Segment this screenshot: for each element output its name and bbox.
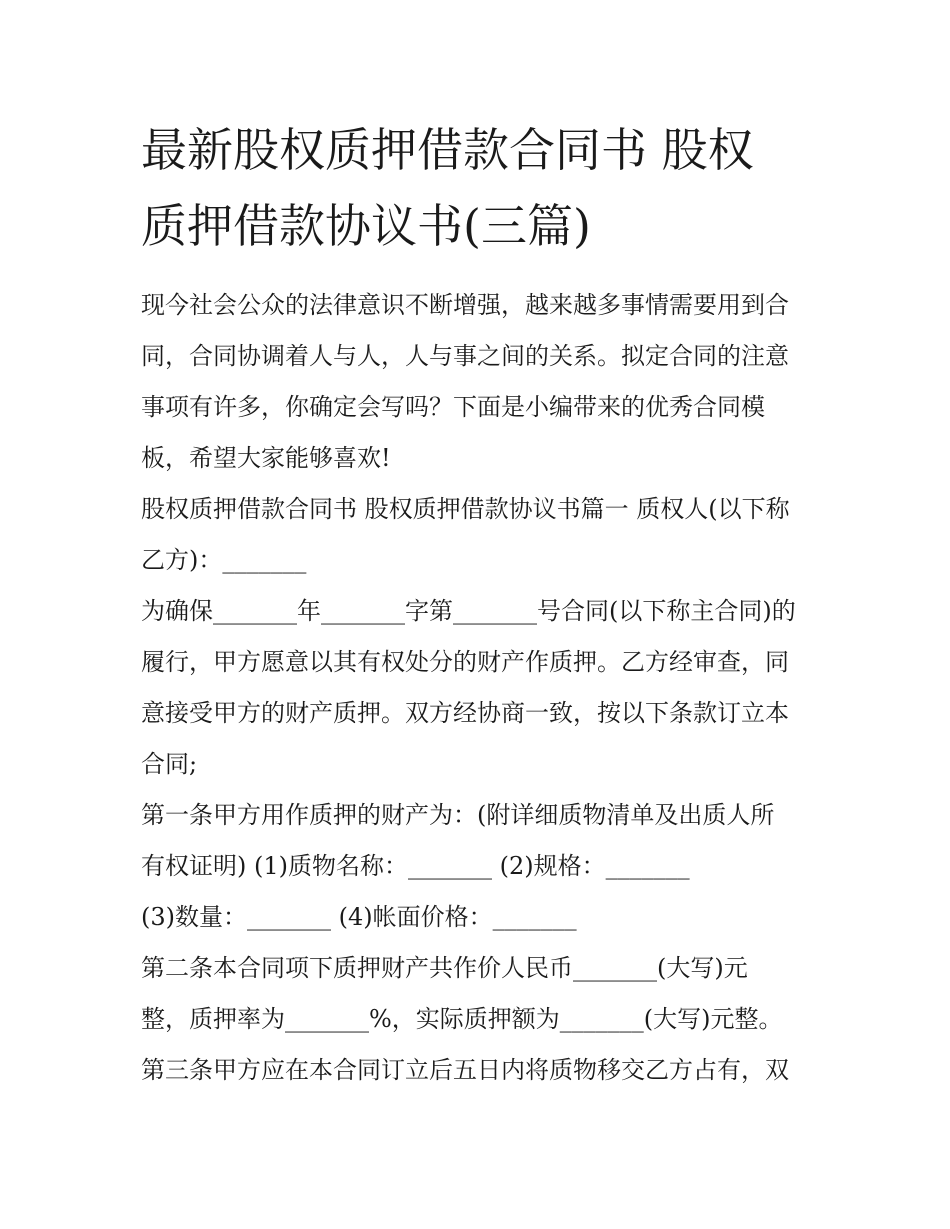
article-one-line: (3)数量：_______ (4)帐面价格：_______ (141, 903, 577, 931)
document-title (141, 112, 813, 264)
article-two-line: 整，质押率为_______%，实际质押额为_______(大写)元整。 (141, 1005, 783, 1033)
contract-text-line: 合同; (141, 750, 198, 778)
article-one-line: 有权证明) (1)质物名称：_______ (2)规格：_______ (141, 852, 690, 880)
intro-line: 事项有许多，你确定会写吗？下面是小编带来的优秀合同模 (141, 393, 765, 421)
intro-line: 现今社会公众的法律意识不断增强，越来越多事情需要用到合 (141, 291, 789, 319)
section-heading-line: 股权质押借款合同书 股权质押借款协议书篇一 质权人(以下称 (141, 495, 790, 523)
contract-text-line: 履行，甲方愿意以其有权处分的财产作质押。乙方经审查，同 (141, 648, 789, 676)
title-line: 最新股权质押借款合同书 股权 (141, 123, 754, 177)
document-page (141, 112, 813, 1096)
title-line: 质押借款协议书(三篇) (141, 199, 591, 253)
intro-line: 同，合同协调着人与人，人与事之间的关系。拟定合同的注意 (141, 342, 789, 370)
article-one-line: 第一条甲方用作质押的财产为：(附详细质物清单及出质人所 (141, 801, 775, 829)
contract-text-line: 意接受甲方的财产质押。双方经协商一致，按以下条款订立本 (141, 699, 789, 727)
contract-text-line: 为确保_______年_______字第_______号合同(以下称主合同)的 (141, 597, 796, 625)
article-three-line: 第三条甲方应在本合同订立后五日内将质物移交乙方占有，双 (141, 1056, 789, 1084)
intro-line: 板，希望大家能够喜欢! (141, 444, 391, 472)
article-two-line: 第二条本合同项下质押财产共作价人民币_______(大写)元 (141, 954, 748, 982)
document-body (141, 280, 813, 1096)
party-line: 乙方)：_______ (141, 546, 307, 574)
